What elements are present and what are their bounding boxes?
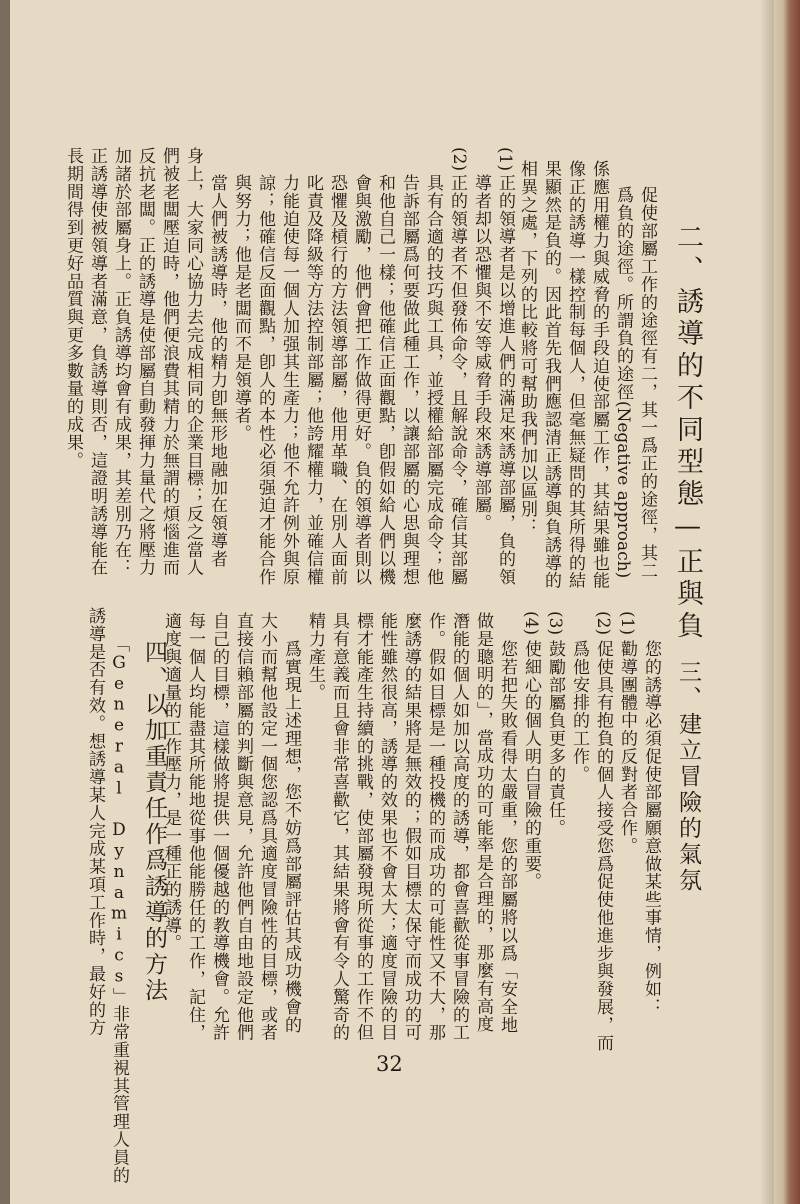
item2-line-9: 諒；他確信反面觀點，卽人的本性必須强迫才能合作 [255, 174, 275, 586]
item2-line-4: 和他自己一樣；他確信正面觀點，卽假如給人們以機 [375, 174, 395, 586]
s3-item4-line-3: 做是聰明的」，當成功的可能率是合理的，那麼有高度 [473, 612, 493, 1034]
section3-after-line-5: 每一個人均能盡其所能地從事他能勝任的工作，記住， [185, 612, 205, 1042]
s3-list-marker-2: (2) [593, 611, 613, 636]
s3-item3-line-1: 鼓勵部屬負更多的責任。 [545, 640, 565, 837]
s3-item4-line-10: 精力產生。 [305, 612, 325, 702]
s3-item2-line-2: 爲他安排的工作。 [569, 640, 589, 784]
item2-line-1: 正的領導者不但發佈命令，且解說命令，確信其部屬 [447, 174, 467, 586]
section4-line-1: 「General Dynamics」非常重視其管理人員的 [109, 635, 129, 1185]
section2-after-line-5: 加諸於部屬身上。正負誘導均會有成果，其差別乃在： [111, 147, 131, 577]
list-marker-1: (1) [495, 147, 515, 172]
section4-heading: 四、以加重責任作爲誘導的方法 [141, 640, 167, 1004]
item2-line-10: 與努力；他是老闆而不是領導者。 [231, 174, 251, 443]
section3-after-line-4: 自己的目標，這樣做將提供一個優越的教導機會。允許 [209, 612, 229, 1042]
section2-intro-line-2: 爲負的途徑。所謂負的途徑(Negative approach) [613, 186, 633, 579]
item2-line-5: 會與激勵，他們會把工作做得更好。負的領導者則以 [351, 174, 371, 586]
item2-line-6: 恐懼及槓行的方法領導部屬，他用革職、在別人面前 [327, 174, 347, 586]
book-binding [774, 0, 800, 1204]
s3-item4-line-2: 您若把失敗看得太嚴重，您的部屬將以爲「安全地 [497, 640, 517, 1034]
item2-line-3: 告訴部屬爲何要做此種工作，以讓部屬的心思與理想 [399, 174, 419, 586]
section2-intro-line-3: 係應用權力與威脅的手段迫使部屬工作，其結果雖也能 [589, 160, 609, 590]
section2-after-line-6: 正誘導使被領導者滿意，負誘導則否，這證明誘導能在 [87, 147, 107, 577]
section2-after-line-2: 身上，大家同心協力去完成相同的企業目標；反之當人 [183, 147, 203, 577]
s3-item4-line-4: 潛能的個人如加以高度的誘導，都會喜歡從事冒險的工 [449, 612, 469, 1042]
section2-after-line-7: 長期間得到更好品質與更多數量的成果。 [63, 147, 83, 470]
section4-line-2: 誘導是否有效。想誘導某人完成某項工作時，最好的方 [85, 607, 105, 1037]
section3-lead: 您的誘導必須促使部屬願意做某些事情，例如： [641, 640, 661, 1016]
list-marker-2: (2) [449, 147, 469, 172]
s3-item4-line-5: 作。假如目標是一種投機的而成功的可能性又不大，那 [425, 612, 445, 1042]
section3-after-line-6: 適度與適量的工作壓力，是一種正的誘導。 [161, 612, 181, 953]
spine-shadow [760, 0, 774, 1204]
section2-intro-line-6: 相異之處，下列的比較將可幫助我們加以區別： [517, 160, 537, 536]
s3-item1-line-1: 勸導團體中的反對者合作。 [617, 640, 637, 855]
item2-line-7: 叱責及降級等方法控制部屬；他誇耀權力，並確信權 [303, 174, 323, 586]
s3-item4-line-7: 能性雖然很高，誘導的效果也不會太大；適度冒險的目 [377, 612, 397, 1042]
negative-approach-term: (Negative approach) [613, 400, 633, 579]
section3-heading: 三、建立冒險的氣氛 [675, 660, 701, 894]
s3-list-marker-4: (4) [521, 611, 541, 636]
s3-list-marker-1: (1) [617, 611, 637, 636]
item2-line-8: 力能迫使每一個人加强其生產力；他不允許例外與原 [279, 174, 299, 586]
section2-heading: 二、誘導的不同型態—正與負 [672, 223, 703, 643]
s3-item4-line-6: 麼誘導的結果將是無效的；假如目標太保守而成功的可 [401, 612, 421, 1042]
section2-intro-line-4: 像正的誘導一樣控制每個人，但毫無疑問的其所得的結 [565, 160, 585, 590]
section2-intro-line-1: 促使部屬工作的途徑有二，其一爲正的途徑，其二 [637, 186, 657, 580]
s3-item4-line-9: 具有意義而且會非常喜歡它，其結果將會有令人驚奇的 [329, 612, 349, 1042]
s3-item2-line-1: 促使具有抱負的個人接受您爲促使他進步與發展，而 [593, 640, 613, 1052]
item1-line-1: 正的領導者是以增進人們的滿足來誘導部屬，負的領 [495, 174, 515, 586]
section3-after-line-3: 直接信賴部屬的判斷與意見，允許他們自由地設定他們 [233, 612, 253, 1042]
page-number: 32 [376, 1052, 403, 1076]
section2-after-line-4: 反抗老闆。正的誘導是使部屬自動發揮力量代之將壓力 [135, 147, 155, 577]
section2-after-line-3: 們被老闆壓迫時，他們便浪費其精力於無謂的煩惱進而 [159, 147, 179, 577]
item1-line-2: 導者却以恐懼與不安等威脅手段來誘導部屬。 [471, 174, 491, 532]
s3-item4-line-8: 標才能產生持續的挑戰，使部屬發現所從事的工作不但 [353, 612, 373, 1042]
section3-after-line-2: 大小而幫他設定一個您認爲具適度冒險性的目標，或者 [257, 612, 277, 1042]
section2-intro-line-5: 果顯然是負的。因此首先我們應認清正誘導與負誘導的 [541, 160, 561, 590]
s3-list-marker-3: (3) [545, 611, 565, 636]
section2-after-line-1: 當人們被誘導時，他的精力卽無形地融加在領導者 [207, 174, 227, 568]
item2-line-2: 具有合適的技巧與工具，並授權給部屬完成命令；他 [423, 174, 443, 586]
s3-item4-line-1: 使細心的個人明白冒險的重要。 [521, 640, 541, 891]
book-page [10, 0, 800, 1204]
section3-after-line-1: 爲實現上述理想，您不妨爲部屬評估其成功機會的 [281, 640, 301, 1034]
